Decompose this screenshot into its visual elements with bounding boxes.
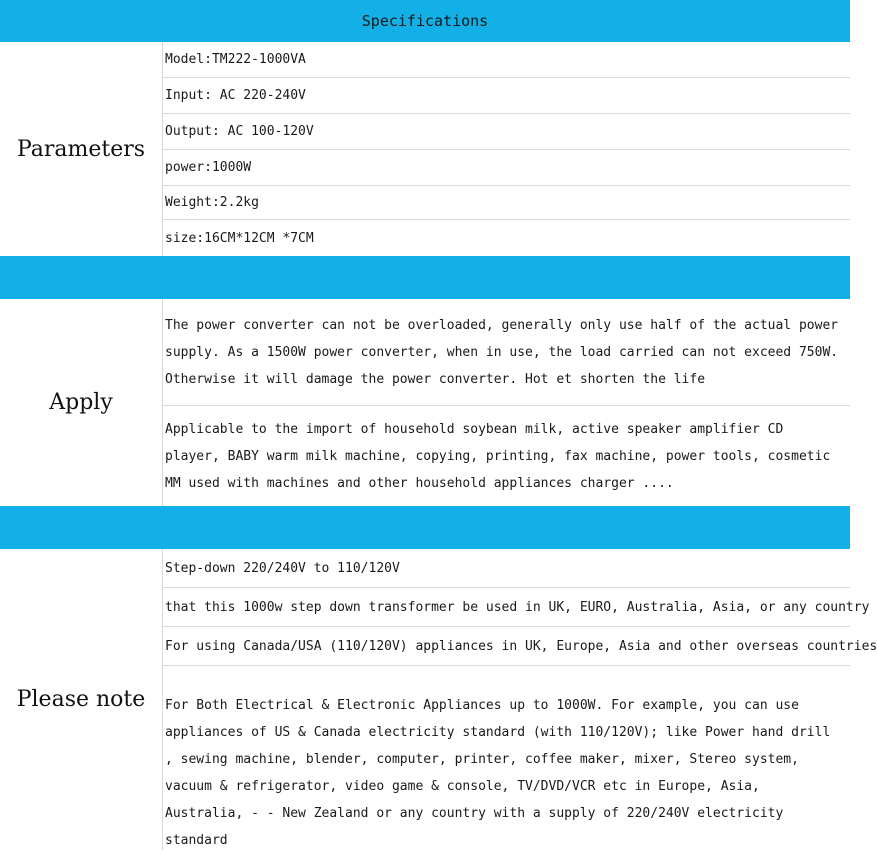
param-power-row: power:1000W: [163, 150, 850, 186]
note-text-appliances: For Both Electrical & Electronic Appliances up to 1000W. For example, you can use appliances of US & Canada electricity standard (with 110/120V); like Power hand drill , sewing machine, blender, computer, printer, coffee maker, mixer, Stereo system, vacuum & refrigerator, video game & console, TV/DVD/VCR etc in Europe, Asia, Australia, - - New Zealand or any country with a supply of 220/240V electricity standard: [165, 698, 831, 848]
note-stepdown-row: Step-down 220/240V to 110/120V: [163, 549, 850, 588]
apply-text-overload: The power converter can not be overloaded, generally only use half of the actual power supply. As a 1500W power converter, when in use, the load carried can not exceed 750W. Otherwise it will damage the power converter. Hot et shorten the life: [165, 317, 839, 387]
apply-label: Apply: [49, 390, 113, 415]
section-separator: [0, 256, 850, 299]
note-countries-row: that this 1000w step down transformer be used in UK, EURO, Australia, Asia, or any country: [163, 588, 850, 627]
param-input-row: Input: AC 220-240V: [163, 78, 850, 114]
param-model-row: Model:TM222-1000VA: [163, 42, 850, 78]
param-weight-row: Weight:2.2kg: [163, 186, 850, 220]
note-paragraph-appliances: [163, 692, 850, 848]
parameters-label: Parameters: [16, 136, 146, 162]
param-output-row: Output: AC 100-120V: [163, 114, 850, 150]
param-size-row: size:16CM*12CM *7CM: [165, 230, 314, 246]
apply-text-applicable: Applicable to the import of household soybean milk, active speaker amplifier CD player, BABY warm milk machine, copying, printing, fax machine, power tools, cosmetic MM used with machines and other household appliances charger ....: [165, 421, 831, 491]
section-separator: [0, 506, 850, 549]
specifications-header: [0, 0, 850, 42]
apply-paragraph-overload: [163, 299, 850, 406]
header-title: Specifications: [361, 12, 489, 30]
please-note-label: Please note: [16, 687, 146, 712]
note-canada-usa-row: For using Canada/USA (110/120V) appliances in UK, Europe, Asia and other overseas countries: [163, 627, 850, 666]
apply-paragraph-applicable: [163, 406, 850, 506]
